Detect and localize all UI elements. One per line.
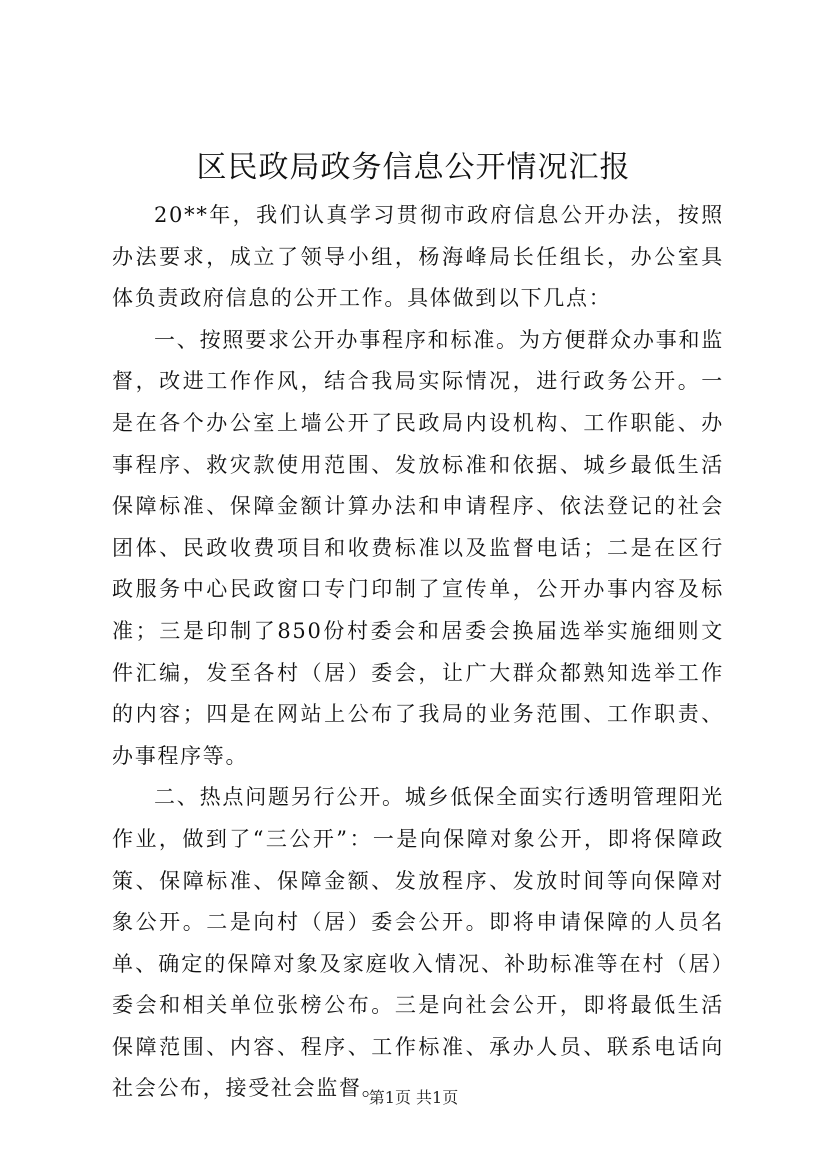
paragraph-section-one: 一、按照要求公开办事程序和标准。为方便群众办事和监督，改进工作作风，结合我局实际情况，进行政务公开。一是在各个办公室上墙公开了民政局内设机构、工作职能、办事程序、救灾款使用范围、发放标准和依据、城乡最低生活保障标准、保障金额计算办法和申请程序、依法登记的社会团体、民政收费项目和收费标准以及监督电话；二是在区行政服务中心民政窗口专门印制了宣传单，公开办事内容及标准；三是印制了850份村委会和居委会换届选举实施细则文件汇编，发至各村（居）委会，让广大群众都熟知选举工作的内容；四是在网站上公布了我局的业务范围、工作职责、办事程序等。 — [112, 327, 724, 768]
page-footer: 第1页 共1页 — [368, 1088, 459, 1107]
document-title: 区民政局政务信息公开情况汇报 — [196, 150, 631, 185]
paragraph-section-two: 二、热点问题另行公开。城乡低保全面实行透明管理阳光作业，做到了“三公开”：一是向保障对象公开，即将保障政策、保障标准、保障金额、发放程序、发放时间等向保障对象公开。二是向村（居）委会公开。即将申请保障的人员名单、确定的保障对象及家庭收入情况、补助标准等在村（居）委会和相关单位张榜公布。三是向社会公开，即将最低生活保障范围、内容、程序、工作标准、承办人员、联系电话向社会公布，接受社会监督。 — [112, 785, 724, 1101]
paragraph-intro: 20**年，我们认真学习贯彻市政府信息公开办法，按照办法要求，成立了领导小组，杨海峰局长任组长，办公室具体负责政府信息的公开工作。具体做到以下几点： — [112, 203, 724, 311]
document-body — [112, 195, 724, 1110]
